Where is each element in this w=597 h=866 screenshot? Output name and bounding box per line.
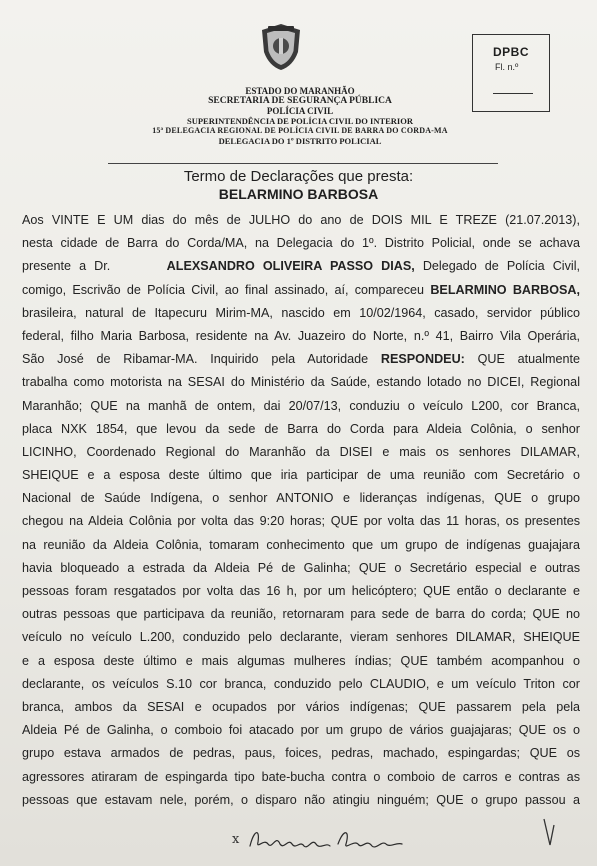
text-run: comigo, Escrivão de Polícia Civil, ao final assinado, aí, compareceu: [22, 282, 425, 297]
body-line: placa NXK 1854, que levou da sede de Barra do Corda para Aldeia Colônia, o senhor: [22, 421, 580, 436]
body-line: federal, filho Maria Barbosa, residente na Av. Juazeiro do Norte, n.º 41, Bairro Vila Operária,: [22, 328, 580, 343]
header-police: POLÍCIA CIVIL: [266, 106, 334, 116]
declaration-body: [22, 209, 580, 812]
signature-mark: x: [232, 832, 240, 847]
body-line: Aos VINTE E UM dias do mês de JULHO do ano de DOIS MIL E TREZE (21.07.2013),: [22, 213, 580, 227]
text-run: São José de Ribamar-MA. Inquirido pela Autoridade: [22, 352, 369, 367]
body-line: Nacional de Saúde Indígena, o senhor ANTONIO e lideranças indígenas, QUE o grupo: [22, 491, 580, 506]
police-badge-icon: [258, 22, 304, 72]
body-line: [22, 348, 580, 371]
header-district-office: DELEGACIA DO 1º DISTRITO POLICIAL: [218, 136, 382, 146]
body-line: agressores atiraram de espingarda tipo bate-bucha contra o comboio de carros e contras as: [22, 769, 580, 784]
header-regional-office: 15ª DELEGACIA REGIONAL DE POLÍCIA CIVIL DE BARRA DO CORDA-MA: [152, 126, 448, 135]
text-run: presente a Dr.: [22, 259, 111, 274]
stamp-line: [493, 93, 533, 94]
body-line: havia bloqueado a estrada da Aldeia Pé de Galinha; QUE o Secretário especial e outras: [22, 560, 580, 575]
text-run: Delegado de Polícia Civil,: [422, 259, 580, 274]
body-line: [22, 279, 580, 302]
text-run: QUE atualmente: [477, 352, 580, 367]
declarant-name-inline: BELARMINO BARBOSA,: [430, 282, 580, 297]
body-line: outras pessoas que participava da reunião, retornaram para sede de barra do corda; QUE no: [22, 607, 580, 622]
body-line: e a esposa deste último e mais algumas mulheres índias; QUE também acompanhou o: [22, 653, 580, 668]
body-line: brasileira, natural de Itapecuru Mirim-MA, nascido em 10/02/1964, casado, servidor público: [22, 305, 580, 320]
body-line: LICINHO, Coordenado Regional do Maranhão da DISEI e mais os senhores DILAMAR,: [22, 444, 580, 459]
body-line: Aldeia Pé de Galinha, o comboio foi atacado por um grupo de vários guajajaras; QUE os o: [22, 723, 580, 738]
responded-label: RESPONDEU:: [380, 352, 465, 367]
document-title: Termo de Declarações que presta:: [183, 168, 414, 185]
body-line: grupo estava armados de pedras, paus, foices, pedras, machado, espingardas; QUE os: [22, 746, 580, 761]
body-line: na reunião da Aldeia Colônia, tomaram conhecimento que um grupo de indígenas guajajara: [22, 537, 580, 552]
stamp-page-label: Fl. n.º: [495, 62, 519, 72]
header-secretariat: SECRETARIA DE SEGURANÇA PÚBLICA: [208, 96, 392, 106]
header-state: ESTADO DO MARANHÃO: [245, 86, 355, 96]
delegate-name: ALEXSANDRO OLIVEIRA PASSO DIAS,: [166, 259, 415, 274]
margin-check-mark: [540, 815, 558, 851]
declarant-signature: [232, 820, 412, 860]
body-line: SHEIQUE e a esposa deste último que iria participar de uma reunião com Secretário o: [22, 468, 580, 483]
body-line: [22, 255, 580, 278]
body-line: branca, ambos da SESAI e ocupados por vários indígenas; QUE passarem pela pela: [22, 699, 580, 714]
body-line: pessoas que estavam nele, porém, o disparo não atingiu ninguém; QUE o grupo passou a: [22, 792, 580, 807]
body-line: nesta cidade de Barra do Corda/MA, na Delegacia do 1º. Distrito Policial, onde se achava: [22, 236, 580, 251]
header-superintendence: SUPERINTENDÊNCIA DE POLÍCIA CIVIL DO INTERIOR: [186, 116, 413, 126]
stamp-title: DPBC: [492, 45, 529, 59]
body-line: declarante, os veículos S.10 cor branca, conduzido pelo CLAUDIO, e um veículo Triton cor: [22, 676, 580, 691]
header-divider: [108, 163, 498, 164]
letterhead: [110, 86, 490, 146]
body-line: pessoas foram resgatados por volta das 16 h, por um helicóptero; QUE então o declarante e: [22, 584, 580, 598]
body-line: veículo no veículo L.200, conduzido pelo declarante, vieram senhores DILAMAR, SHEIQUE: [22, 630, 580, 645]
handwritten-signature: [246, 820, 416, 860]
body-line: trabalha como motorista na SESAI do Ministério da Saúde, estando lotado no DICEI, Regional: [22, 375, 580, 390]
declarant-name: BELARMINO BARBOSA: [218, 186, 379, 202]
body-line: chegou na Aldeia Colônia por volta das 9:20 horas; QUE por volta das 11 horas, os presentes: [22, 514, 580, 529]
body-line: Maranhão; QUE na manhã de ontem, dai 20/07/13, conduziu o veículo L200, cor Branca,: [22, 398, 580, 413]
